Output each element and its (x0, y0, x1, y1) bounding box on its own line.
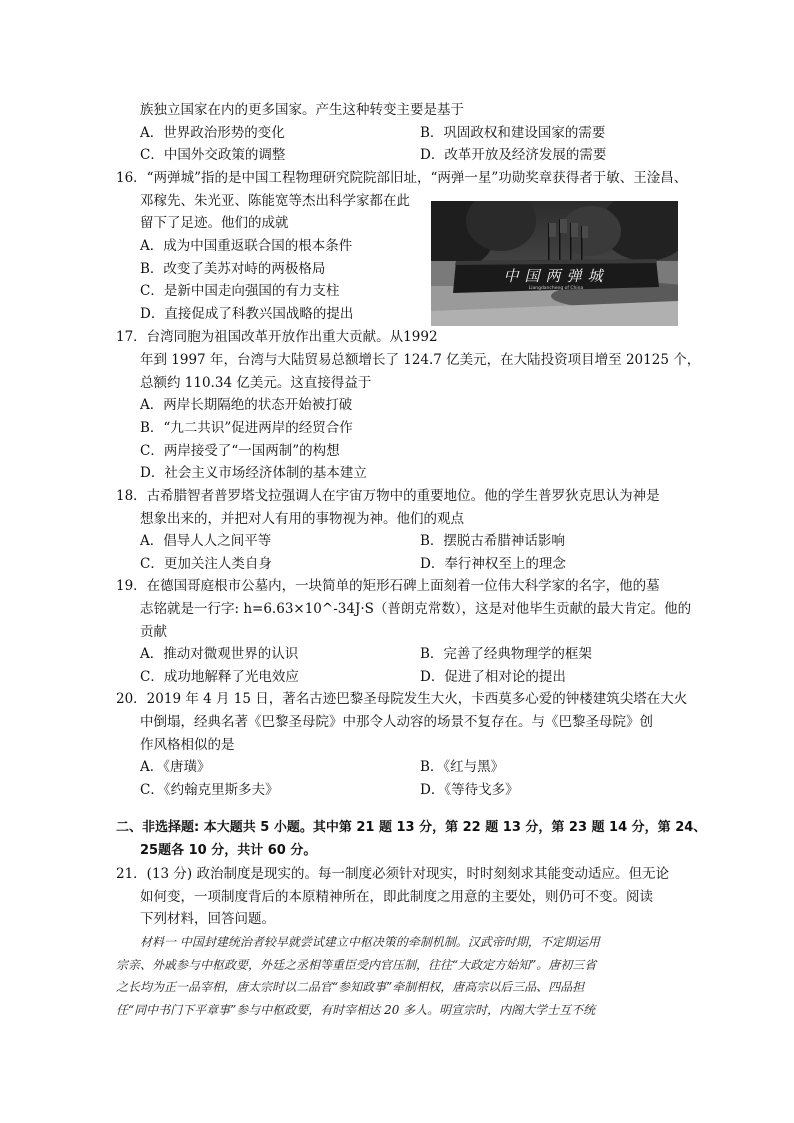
q17-option-d: D．社会主义市场经济体制的基本建立 (140, 465, 367, 481)
q18-option-c: C．更加关注人类自身 (140, 556, 272, 572)
q16-option-a: A．成为中国重返联合国的根本条件 (140, 238, 353, 254)
sign-text: 中国两弹城 (503, 267, 609, 285)
q18-option-b: B．摆脱古希腊神话影响 (420, 533, 565, 549)
q19-option-c: C．成功地解释了光电效应 (140, 669, 299, 685)
q18-stem-line1: 18．古希腊智者普罗塔戈拉强调人在宇宙万物中的重要地位。他的学生普罗狄克思认为神是 (116, 488, 660, 504)
q17-stem-line3: 总额约 110.34 亿美元。这直接得益于 (140, 375, 372, 391)
q16-option-b: B．改变了美苏对峙的两极格局 (140, 261, 326, 277)
q19-option-a: A．推动对微观世界的认识 (140, 646, 299, 662)
q17-stem-line1: 17．台湾同胞为祖国改革开放作出重大贡献。从1992 (116, 329, 438, 345)
q21-stem-line3: 下列材料，回答问题。 (140, 911, 275, 927)
q20-option-d: D．《等待戈多》 (420, 782, 519, 798)
q16-stem-line2: 邓稼先、朱光亚、陈能宽等杰出科学家都在此 (140, 193, 410, 209)
q16-option-d: D．直接促成了科教兴国战略的提出 (140, 306, 354, 322)
q16-stem-line1: 16．“两弹城”指的是中国工程物理研究院院部旧址，“两弹一星”功勋奖章获得者于敏、王淦昌、 (116, 170, 688, 186)
q18-option-a: A．倡导人人之间平等 (140, 533, 272, 549)
q15-stem-cont: 族独立国家在内的更多国家。产生这种转变主要是基于 (140, 102, 464, 118)
q20-option-b: B．《红与黑》 (420, 759, 505, 775)
q19-stem-line2: 志铭就是一行字: h=6.63×10^-34J·S（普朗克常数），这是对他毕生贡献的最大肯定。他的 (140, 601, 692, 617)
q20-stem-line3: 作风格相似的是 (140, 737, 235, 753)
q21-stem-line1: 21．(13 分) 政治制度是现实的。每一制度必须针对现实，时时刻刻求其能变动适应。但无论 (116, 866, 669, 882)
q16-stem-line3: 留下了足迹。他们的成就 (140, 215, 289, 231)
q18-stem-line2: 想象出来的，并把对人有用的事物视为神。他们的观点 (140, 511, 464, 527)
q15-option-c: C．中国外交政策的调整 (140, 147, 286, 163)
section2-heading-line1: 二、非选择题: 本大题共 5 小题。其中第 21 题 13 分，第 22 题 13 分，第 23 题 14 分，第 24、 (116, 820, 707, 835)
q20-option-c: C．《约翰克里斯多夫》 (140, 782, 279, 798)
q21-material1-line3: 之长均为正一品宰相，唐太宗时以二品官“参知政事”牵制相权，唐高宗以后三品、四品担 (116, 980, 585, 994)
q17-option-a: A．两岸长期隔绝的状态开始被打破 (140, 397, 353, 413)
liangdancheng-photo (431, 201, 678, 326)
q17-option-b: B．“九二共识”促进两岸的经贸合作 (140, 420, 353, 436)
q19-stem-line3: 贡献 (140, 624, 167, 640)
q15-option-b: B．巩固政权和建设国家的需要 (420, 125, 606, 141)
q21-material1-line1: 材料一 中国封建统治者较早就尝试建立中枢决策的牵制机制。汉武帝时期，不定期运用 (140, 935, 600, 949)
q15-option-d: D．改革开放及经济发展的需要 (420, 147, 607, 163)
q17-option-c: C．两岸接受了“一国两制”的构想 (140, 443, 340, 459)
q16-option-c: C．是新中国走向强国的有力支柱 (140, 283, 340, 299)
q19-option-d: D．促进了相对论的提出 (420, 669, 566, 685)
q21-material1-line4: 任“同中书门下平章事”参与中枢政要，有时宰相达 20 多人。明宣宗时，内阁大学士互不统 (116, 1003, 596, 1017)
q19-stem-line1: 19．在德国哥庭根市公墓内，一块简单的矩形石碑上面刻着一位伟大科学家的名字，他的墓 (116, 578, 660, 594)
q21-material1-line2: 宗亲、外戚参与中枢政要，外廷之丞相等重臣受内官压制，往往“大政定方始知”。唐初三省 (116, 958, 597, 972)
q20-stem-line1: 20．2019 年 4 月 15 日，著名古迹巴黎圣母院发生大火，卡西莫多心爱的钟楼建筑尖塔在大火 (116, 691, 688, 707)
q17-stem-line2: 年到 1997 年，台湾与大陆贸易总额增长了 124.7 亿美元，在大陆投资项目增至 20125 个， (140, 352, 701, 368)
q18-option-d: D．奉行神权至上的理念 (420, 556, 566, 572)
sign-subtext: Liangdancheng of China (528, 286, 584, 291)
section2-heading-line2: 25题各 10 分，共计 60 分。 (140, 843, 317, 858)
q21-stem-line2: 如何变，一项制度背后的本原精神所在，即此制度之用意的主要处，则仍可不变。阅读 (140, 889, 653, 905)
q19-option-b: B．完善了经典物理学的框架 (420, 646, 592, 662)
q15-option-a: A．世界政治形势的变化 (140, 125, 285, 141)
q20-option-a: A．《唐璜》 (140, 759, 211, 775)
q20-stem-line2: 中倒塌，经典名著《巴黎圣母院》中那令人动容的场景不复存在。与《巴黎圣母院》创 (140, 714, 653, 730)
